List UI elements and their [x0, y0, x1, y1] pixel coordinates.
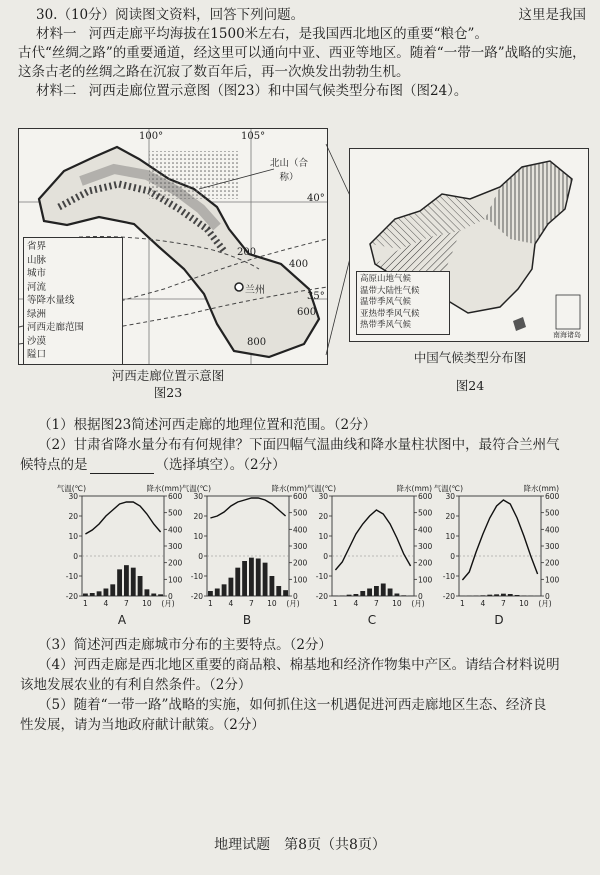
material-two-label: 材料二	[36, 83, 77, 99]
precip-bar	[145, 589, 150, 596]
precip-bar	[90, 593, 95, 596]
legend-mountain: 山脉	[27, 254, 47, 266]
month-tick-label: 10	[392, 599, 402, 608]
precip-tick-label: 200	[168, 558, 183, 568]
precip-axis-label: 降水(mm)	[271, 484, 307, 493]
month-tick-label: (月)	[286, 599, 300, 608]
month-tick-label: 10	[142, 599, 152, 608]
precip-tick-label: 0	[168, 592, 173, 601]
map23-legend	[23, 237, 123, 365]
legend-oasis: 绿洲	[27, 308, 47, 320]
map23-title: 河西走廊位置示意图	[111, 368, 225, 383]
temp-tick-label: 0	[450, 552, 455, 561]
question-4-line2: 该地发展农业的有利自然条件。（2分）	[20, 677, 252, 693]
place-lanzhou: 兰州	[245, 285, 265, 296]
question-header	[36, 6, 586, 24]
month-tick-label: 4	[353, 599, 359, 608]
question-5-line1: （5）随着“一带一路”战略的实施，如何抓住这一机遇促进河西走廊地区生态、经济良	[38, 697, 547, 713]
chart-letter-c: C	[367, 613, 377, 627]
month-tick-label: 10	[267, 599, 277, 608]
precip-axis-label: 降水(mm)	[396, 484, 432, 493]
map-hexi-corridor	[18, 128, 328, 365]
legend-river: 河流	[27, 281, 47, 293]
legend-subtropical-monsoon: 亚热带季风气候	[360, 308, 420, 319]
desert-area	[149, 151, 239, 199]
lat-label-35: 35°	[307, 291, 325, 302]
precip-bar	[515, 595, 520, 596]
precip-bar	[340, 596, 345, 597]
question-2-line1: （2）甘肃省降水量分布有何规律？下面四幅气温曲线和降水量柱状图中，最符合兰州气	[38, 437, 560, 453]
precip-tick-label: 600	[418, 492, 433, 501]
precip-bar	[347, 595, 352, 596]
month-tick-label: 1	[333, 599, 338, 608]
temp-tick-label: 0	[198, 552, 203, 561]
precip-tick-label: 400	[418, 525, 433, 535]
material-two-text: 河西走廊位置示意图（图23）和中国气候类型分布图（图24）。	[88, 83, 468, 99]
temp-tick-label: 10	[68, 532, 78, 541]
precip-bar	[104, 589, 109, 597]
temp-axis-label: 气温(℃)	[306, 484, 336, 493]
precip-bar	[395, 594, 400, 597]
precip-bar	[360, 591, 365, 596]
month-tick-label: 4	[480, 599, 486, 608]
precip-bar	[208, 591, 213, 596]
climate-chart-b	[181, 482, 309, 632]
precip-bar	[124, 565, 129, 596]
question-4-line1: （4）河西走廊是西北地区重要的商品粮、棉基地和经济作物集中产区。请结合材料说明	[38, 657, 560, 673]
precip-tick-label: 600	[293, 492, 308, 501]
temperature-curve	[210, 498, 285, 518]
temp-axis-label: 气温(℃)	[181, 484, 211, 493]
temp-tick-label: 10	[445, 532, 455, 541]
precip-bar	[235, 568, 240, 596]
precip-bar	[138, 576, 143, 596]
month-tick-label: 7	[374, 599, 379, 608]
inset-label: 南海诸岛	[553, 331, 581, 339]
legend-pass: 隘口	[27, 349, 47, 360]
month-tick-label: 10	[519, 599, 529, 608]
temp-tick-label: 30	[68, 492, 78, 501]
temp-axis-label: 气温(℃)	[433, 484, 463, 493]
legend-tropical-monsoon: 热带季风气候	[360, 320, 412, 330]
precip-bar	[388, 589, 393, 597]
precip-tick-label: 200	[293, 558, 308, 568]
month-tick-label: (月)	[538, 599, 552, 608]
precip-tick-label: 600	[168, 492, 183, 501]
precip-bar	[508, 594, 513, 596]
precip-bar	[276, 586, 281, 596]
legend-desert: 沙漠	[27, 335, 47, 347]
precip-bar	[151, 594, 156, 597]
question-number: 30.（10分）阅读图文资料，回答下列问题。	[36, 7, 305, 23]
precip-bar	[374, 586, 379, 596]
month-tick-label: 4	[228, 599, 234, 608]
material-one-line2: 古代“丝绸之路”的重要通道，经这里可以通向中亚、西亚等地区。随着“一带一路”战略的实施，	[18, 45, 586, 61]
temp-tick-label: 20	[68, 512, 78, 521]
temp-tick-label: 30	[318, 492, 328, 501]
legend-continental-climate: 温带大陆性气候	[360, 285, 420, 296]
material-one-line3: 这条古老的丝绸之路在沉寂了数百年后，再一次焕发出勃勃生机。	[18, 64, 410, 80]
hainan-island	[513, 317, 526, 331]
precip-bar	[283, 590, 288, 596]
precip-tick-label: 400	[545, 525, 560, 535]
precip-tick-label: 100	[168, 575, 183, 585]
temp-tick-label: 10	[318, 532, 328, 541]
precip-bar	[256, 559, 261, 597]
chart-letter-b: B	[242, 613, 252, 627]
isohyet-label-200: 200	[237, 247, 257, 258]
map24-caption: 图24	[455, 378, 485, 393]
map24-legend	[356, 271, 450, 335]
month-tick-label: 7	[124, 599, 129, 608]
precip-tick-label: 0	[293, 592, 298, 601]
month-tick-label: 7	[501, 599, 506, 608]
temperature-curve	[335, 510, 410, 570]
precip-tick-label: 100	[293, 575, 308, 585]
precip-tick-label: 200	[418, 558, 433, 568]
precip-bar	[474, 596, 479, 597]
question-2-post: （选择填空）。（2分）	[155, 457, 286, 473]
precip-bar	[381, 584, 386, 597]
month-tick-label: (月)	[411, 599, 425, 608]
precip-bar	[131, 568, 136, 596]
lon-label-100: 100°	[139, 131, 164, 142]
precip-tick-label: 500	[545, 508, 560, 518]
answer-blank[interactable]	[90, 460, 154, 474]
temp-axis-label: 气温(℃)	[56, 484, 86, 493]
temp-tick-label: 20	[318, 512, 328, 521]
page-footer: 地理试题 第8页（共8页）	[214, 837, 386, 853]
isohyet-label-400: 400	[289, 259, 309, 270]
plot-frame	[82, 496, 164, 596]
precip-bar	[401, 595, 406, 596]
lat-label-40: 40°	[307, 193, 325, 204]
question-1: （1）根据图23简述河西走廊的地理位置和范围。（2分）	[38, 417, 377, 433]
precip-tick-label: 100	[418, 575, 433, 585]
callout-beishan: 北山（合称）	[269, 158, 308, 183]
temp-tick-label: -20	[315, 592, 328, 601]
plot-frame	[459, 496, 541, 596]
precip-tick-label: 500	[418, 508, 433, 518]
temp-tick-label: -20	[442, 592, 455, 601]
climate-chart-a	[56, 482, 184, 632]
precip-tick-label: 500	[293, 508, 308, 518]
precip-bar	[367, 589, 372, 597]
legend-province-boundary: 省界	[27, 241, 47, 252]
chart-letter-d: D	[494, 613, 504, 627]
temp-tick-label: 30	[445, 492, 455, 501]
temp-tick-label: 20	[193, 512, 203, 521]
temp-tick-label: -10	[190, 572, 203, 581]
precip-tick-label: 200	[545, 558, 560, 568]
question-5-line2: 性发展，请为当地政府献计献策。（2分）	[20, 717, 265, 733]
precip-bar	[229, 578, 234, 596]
legend-plateau-climate: 高原山地气候	[360, 274, 412, 284]
precip-tick-label: 0	[418, 592, 423, 601]
precip-bar	[117, 569, 122, 596]
precip-tick-label: 300	[545, 542, 560, 551]
legend-corridor-range: 河西走廊范围	[27, 322, 85, 333]
temp-tick-label: 20	[445, 512, 455, 521]
precip-bar	[354, 594, 359, 596]
legend-temperate-monsoon: 温带季风气候	[360, 297, 412, 307]
chart-letter-a: A	[117, 613, 127, 627]
question-2-line2	[20, 456, 286, 474]
month-tick-label: 1	[83, 599, 88, 608]
precip-bar	[83, 594, 88, 597]
temp-tick-label: 0	[323, 552, 328, 561]
map-china-climate	[349, 148, 589, 342]
temp-tick-label: 0	[73, 552, 78, 561]
header-tail: 这里是我国	[518, 7, 586, 23]
precip-bar	[263, 563, 268, 596]
month-tick-label: 4	[103, 599, 109, 608]
precip-bar	[270, 576, 275, 596]
month-tick-label: 1	[460, 599, 465, 608]
precip-bar	[487, 595, 492, 596]
material-one-line1	[36, 25, 488, 43]
material-one-text: 河西走廊平均海拔在1500米左右，是我国西北地区的重要“粮仓”。	[88, 26, 488, 42]
precip-tick-label: 100	[545, 575, 560, 585]
map24-title: 中国气候类型分布图	[413, 350, 527, 365]
plot-frame	[207, 496, 289, 596]
precip-tick-label: 0	[545, 592, 550, 601]
plot-frame	[332, 496, 414, 596]
south-china-sea-inset	[556, 295, 580, 329]
precip-bar	[242, 561, 247, 596]
precip-tick-label: 400	[293, 525, 308, 535]
precip-tick-label: 400	[168, 525, 183, 535]
temp-tick-label: -10	[315, 572, 328, 581]
temp-tick-label: -10	[442, 572, 455, 581]
temp-tick-label: 10	[193, 532, 203, 541]
lon-label-105: 105°	[241, 131, 266, 142]
precip-tick-label: 300	[293, 542, 308, 551]
lanzhou-city-icon	[235, 283, 243, 291]
isohyet-label-800: 800	[247, 337, 267, 348]
temp-tick-label: 30	[193, 492, 203, 501]
temperature-curve	[85, 502, 160, 534]
precip-bar	[222, 584, 227, 596]
month-tick-label: (月)	[161, 599, 175, 608]
precip-axis-label: 降水(mm)	[523, 484, 559, 493]
precip-bar	[215, 589, 220, 597]
precip-bar	[110, 584, 115, 596]
material-one-label: 材料一	[36, 26, 77, 42]
legend-isohyet: 等降水量线	[27, 295, 75, 306]
precip-tick-label: 300	[418, 542, 433, 551]
temp-tick-label: -20	[190, 592, 203, 601]
precip-bar	[481, 595, 486, 596]
climate-chart-d	[433, 482, 561, 632]
question-2-pre: 候特点的是	[20, 457, 88, 473]
material-two-line	[36, 82, 467, 100]
precip-bar	[158, 594, 163, 596]
precip-bar	[494, 594, 499, 596]
climate-chart-c	[306, 482, 434, 632]
precip-tick-label: 300	[168, 542, 183, 551]
month-tick-label: 7	[249, 599, 254, 608]
precip-axis-label: 降水(mm)	[146, 484, 182, 493]
precip-bar	[522, 596, 527, 597]
temp-tick-label: -20	[65, 592, 78, 601]
month-tick-label: 1	[208, 599, 213, 608]
precip-bar	[501, 594, 506, 596]
precip-bar	[249, 558, 254, 596]
precip-tick-label: 500	[168, 508, 183, 518]
legend-city: 城市	[27, 268, 47, 279]
precip-tick-label: 600	[545, 492, 560, 501]
precip-bar	[97, 591, 102, 596]
map23-caption: 图23	[153, 385, 183, 400]
temperature-curve	[462, 500, 537, 580]
temp-tick-label: -10	[65, 572, 78, 581]
question-3: （3）简述河西走廊城市分布的主要特点。（2分）	[38, 637, 332, 653]
isohyet-label-600: 600	[297, 307, 317, 318]
